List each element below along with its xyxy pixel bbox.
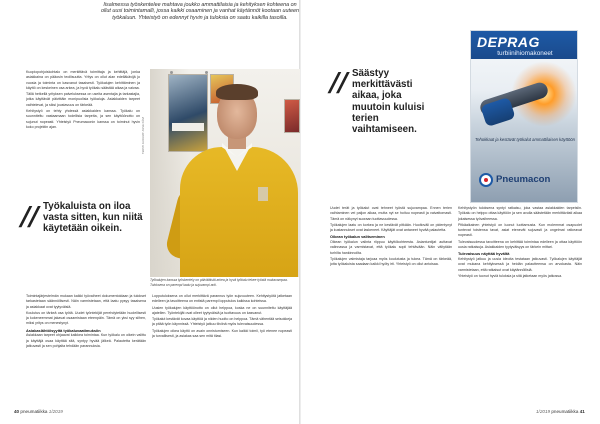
ad-logo <box>479 171 571 191</box>
wall-poster <box>284 99 300 133</box>
paragraph: Työkalujen valmistaja tarjoaa myös koulutusta ja tukea. Tämä on tärkeää, jotta työkaluista saadaan kaikki hyöty irti. Yhteistyö on ollut antoisaa. <box>330 256 452 267</box>
quote-mark-icon: // <box>330 68 347 98</box>
left-column-bottom-1 <box>26 294 146 406</box>
paragraph: Pitkäaikainen yhteistyö on luonut luottamusta. Kun molemmat osapuolet tuntevat toistensa tavat, asiat etenevät sujuvasti ja ongelmat ratkeavat nopeasti. <box>458 222 582 238</box>
paragraph: Koulutus on tärkeä osa työtä. Uudet työntekijät perehdytetään huolellisesti ja kokeneemmat jakavat osaamistaan eteenpäin. Tämä on yksi syy siihen, miksi yritys on menestynyt. <box>26 310 146 326</box>
subheading: Asiakaslähtöisyyttä työkaluvaatimuksiin <box>26 327 101 333</box>
magazine-name: pneumatiikka <box>20 409 48 414</box>
subheading: Oikean työkalun valitseminen <box>330 234 385 240</box>
person-hair <box>216 84 258 100</box>
badge <box>258 187 268 201</box>
issue-number: 1/2019 <box>48 409 63 414</box>
left-column-bottom-2 <box>152 294 292 406</box>
paragraph: Uusien työkalujen käyttöönotto on ollut helppoa, koska ne on suunniteltu käyttäjää ajatellen. Työntekijät ovat olleet tyytyväisiä ja tuottavuus on kasvanut. <box>152 305 292 315</box>
pull-quote-text: Säästyy merkittävästi aikaa, joka muutoin kuluisi terien vaihtamiseen. <box>352 68 425 136</box>
page-number: 40 <box>14 409 20 414</box>
ad-tagline: turbiinihiomakoneet <box>497 50 553 57</box>
paragraph: Asiakkaan tarpeet ohjaavat kaikkea toimintaa. Kun työkalu on oikein valittu ja käyttäjä osaa käyttää sitä, syntyy hyvää jälkeä. Palautetta kerätään jatkuvasti ja sen pohjalta tehdään parannuksia. <box>26 333 146 348</box>
paragraph: Toimintajärjestelmän mukaan kaikki työvaiheet dokumentoidaan ja tulokset tarkastetaan säännöllisesti. Näin varmistetaan, että laatu pysyy tasaisena ja asiakkaat ovat tyytyväisiä. <box>26 294 146 309</box>
paragraph: Työkalujen laatu on korkea ja ne kestävät pitkään. Huoltoväli on pidentynyt ja kustannukset ovat laskeneet. Käyttäjät ovat antaneet hyvää palautetta. <box>330 222 452 233</box>
paragraph: Tulevaisuudessa tavoitteena on kehittää toimintaa edelleen ja ottaa käyttöön uusia ratkaisuja. Asiakkaiden tyytyväisyys on tärkein mittari. <box>458 239 582 250</box>
paragraph: Kehitystyö on tehty yhdessä asiakkaiden kanssa. Työkalu on suunniteltu vastaamaan todellisia tarpeita, ja sen käyttöönotto on sujunut nopeasti. Yhteistyö Pneumaconin kanssa on toiminut hyvin koko projektin ajan. <box>26 109 140 129</box>
intro-text: Iisalmessa työskentelee mahtava joukko ammattilaisia ja kehityksen kohteena on ollut uusi toimintamalli, jossa kaikki osaaminen ja vanhat käytännöt kootaan uuteen työkaluun. Yhteistyö on edennyt hyvin ja tuloksia on saatu kaikilla tasoilla. <box>100 2 300 21</box>
right-column-2 <box>458 206 582 406</box>
magazine-name: pneumatiikka <box>551 409 579 414</box>
quote-mark-icon: // <box>21 202 38 232</box>
paragraph: Uudet terät ja työkalut ovat tehneet työstä sujuvampaa. Ennen terien vaihtaminen vei paljon aikaa, mutta nyt se hoituu nopeasti ja vaivattomasti. Tämä on näkynyt suoraan tuottavuudessa. <box>330 206 452 221</box>
paragraph: Kuopiopohjoiskohtalo on merkittävä toimittaja ja kehittäjä, jonka asiakkaina on pääosin teollisuutta. Yritys on ollut alan edelläkävijä jo vuosia ja toiminta on kasvanut tasaisesti. Työkalujen kehittäminen ja käyttö on keskeinen osa arkea, ja hyvä työkalu säästää aikaa ja vaivaa. <box>26 70 140 90</box>
issue-number: 1/2019 <box>536 409 551 414</box>
right-column-1 <box>330 206 452 406</box>
pull-quote-left <box>21 198 156 260</box>
photo-caption: Työkalujen kanssa työskentely on päivittäistä arkea ja hyvä työkalu tekee työstä mukavampaa. Tuloksena on parempi laatu ja sujuvampi arki. <box>150 278 288 287</box>
pull-quote-right <box>330 66 440 166</box>
photo-credit: TEKSTI JA KUVAT: ANNE PÄIVI <box>142 116 145 154</box>
ad-brand: DEPRAG <box>477 34 540 50</box>
paragraph: Lopputuloksena on ollut merkittävä parannus työn sujuvuuteen. Kehitystyötä jatketaan edelleen ja tavoitteena on entistä parempi lopputulos kaikissa kohteissa. <box>152 294 292 304</box>
paragraph: Kehitystyö jatkuu ja uusia ideoita testataan jatkuvasti. Työkalujen käyttäjät ovat mukana kehityksessä ja heidän palautteensa on arvokasta. Näin varmistetaan, että ratkaisut ovat käytännöllisiä. <box>458 256 582 272</box>
paragraph: Oikean työkalun valinta riippuu käyttökohteesta. Asiantuntijat auttavat valinnassa ja varmistavat, että työkalu sopii tehtävään. Näin vältytään turhilta hankinnoilta. <box>330 240 452 255</box>
ad-slogan: Tehokkaat ja kestävät työkalut ammattilaisen käyttöön <box>475 137 575 142</box>
ad-logo-text: Pneumacon <box>496 174 551 185</box>
left-column-top <box>26 70 140 176</box>
pull-quote-text: Työkaluista on iloa vasta sitten, kun niitä käytetään oikein. <box>43 201 143 235</box>
paragraph: Työkalujen oikea käyttö on avain onnistumiseen. Kun kaikki toimii, työ etenee nopeasti ja turvallisesti, ja asiakas saa sen mitä tilasi. <box>152 328 292 339</box>
portrait-photo <box>150 69 300 277</box>
folio-left <box>14 409 63 414</box>
pneumacon-logo-icon <box>479 173 493 187</box>
paragraph: Työkalut kestävät kovaa käyttöä ja niiden huolto on helppoa. Tämä vähentää seisokkeja ja pitää työn käynnissä. Yhteistyö jatkuu tiiviinä myös tulevaisuudessa. <box>152 317 292 327</box>
page-number: 41 <box>579 409 585 414</box>
folio-right <box>536 409 585 414</box>
paragraph: Kehitystyön tuloksena syntyi ratkaisu, joka vastaa asiakkaiden tarpeisiin. Työkalu on helppo ottaa käyttöön ja sen avulla säästetään merkittävästi aikaa jokaisessa työvaiheessa. <box>458 206 582 221</box>
paragraph: Tällä hetkellä yrityksen palveluksessa on useita asentajia ja tarkastajia, jotka käyttävät päivittäin monipuolisia työkaluja. Asiakkaiden tarpeet vaihtelevat, ja siksi joustavuus on tärkeää. <box>26 92 140 107</box>
advertisement[interactable] <box>470 30 578 203</box>
wall-poster <box>168 74 208 152</box>
paragraph: Yhteistyö on tuonut hyviä tuloksia ja sitä jatketaan myös jatkossa. <box>458 273 563 278</box>
subheading: Tulevaisuus näyttää hyvältä <box>458 251 510 257</box>
